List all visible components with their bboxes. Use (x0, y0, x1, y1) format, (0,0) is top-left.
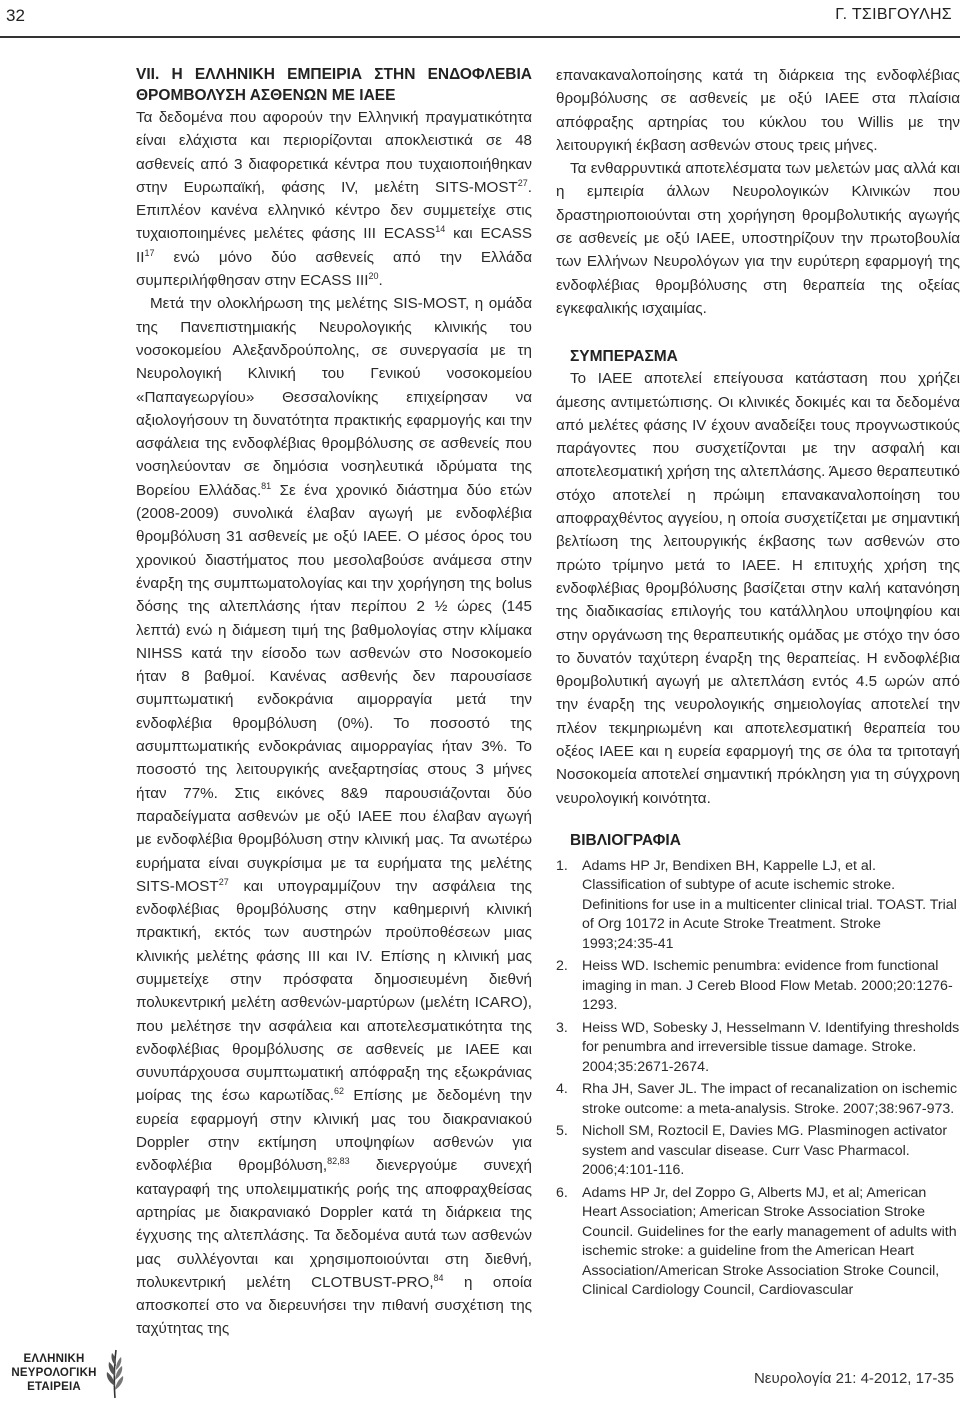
society-logo-text: ΕΛΛΗΝΙΚΗ ΝΕΥΡΟΛΟΓΙΚΗ ΕΤΑΙΡΕΙΑ (11, 1353, 97, 1393)
section-title: VII. Η ΕΛΛΗΝΙΚΗ ΕΜΠΕΙΡΙΑ ΣΤΗΝ ΕΝΔΟΦΛΕΒΙΑ ΘΡΟΜΒΟΛΥΣΗ ΑΣΘΕΝΩΝ ΜΕ ΙΑΕΕ (136, 66, 532, 104)
reference-item: 3. Heiss WD, Sobesky J, Hesselmann V. Identifying thresholds for penumbra and irreversible tissue damage. Stroke. 2004;35:2671-2674. (556, 1019, 960, 1075)
references-heading: ΒΙΒΛΙΟΓΡΑΦΙΑ (570, 831, 681, 849)
right-column (556, 64, 960, 1304)
laurel-icon (102, 1346, 128, 1400)
paragraph-continuation: επανακαναλοποίησης κατά τη διάρκεια της ενδοφλέβιας θρομβόλυσης σε ασθενείς με οξύ ΙΑΕΕ στα πλαίσια απόφραξης αρτηρίας του κύκλου του Willis με την λειτουργική έκβαση ασθενών στους τρεις μήνες. (556, 67, 960, 154)
paragraph-study-results: Μετά την ολοκλήρωση της μελέτης SIS-MOST, η ομάδα της Πανεπιστημιακής Νευρολογικής κλινικής του νοσοκομείου Αλεξανδρούπολης, σε συνεργασία με τη Νευρολογική Κλινική του Γενικού νοσοκομείου «Παπαγεωργίου» Θεσσαλονίκης επιχείρησαν να αξιολογήσουν τη δυνατότητα πρακτικής εφαρμογής και την ασφάλεια της ενδοφλέβιας θρομβόλυσης σε ασθενείς που νοσηλεύονταν σε δημόσια νοσηλευτικά ιδρύματα της Βορείου Ελλάδας.$^{81}$ Σε ένα χρονικό διάστημα δύο ετών (2008-2009) συνολικά έλαβαν αγωγή με ενδοφλέβια θρομβόλυση 31 ασθενείς με οξύ ΙΑΕΕ. Ο μέσος όρος του χρονικού διαστήματος που μεσολαβούσε ανάμεσα στην έναρξη της συμπτωματολογίας και την χορήγηση της bolus δόσης της αλτεπλάσης ήταν περίπου 2 ½ ώρες (145 λεπτά) ενώ η διάμεση τιμή της βαθμολογίας στην κλίμακα NIHSS κατά την είσοδο των ασθενών στο Νοσοκομείο ήταν 8 βαθμοί. Κανένας ασθενής δεν παρουσίασε συμπτωματική ενδοκράνια αιμορραγία μετά την ενδοφλέβια θρομβόλυση (0%). Το ποσοστό της ασυμπτωματικής ενδοκράνιας αιμορραγίας ήταν 3%. Το ποσοστό της λειτουργικής ανεξαρτησίας στους 3 μήνες ήταν 77%. Στις εικόνες 8&9 παρουσιάζονται δύο παραδείγματα ασθενών με οξύ ΙΑΕΕ που έλαβαν αγωγή με ενδοφλέβια θρομβόλυση στην κλινική μας. Τα ανωτέρω ευρήματα είναι συγκρίσιμα με τα ευρήματα της μελέτης SITS-MOST$^{27}$ και υπογραμμίζουν την ασφάλεια της ενδοφλέβιας θρομβόλυσης στην καθημερινή κλινική πρακτική, εκτός των αυστηρών προϋποθέσεων μιας κλινικής μελέτης φάσης III και IV. Επίσης η κλινική μας συμμετείχε στην πρόσφατα δημοσιευμένη διεθνή πολυκεντρική μελέτη ασθενών-μαρτύρων (μελέτη ICARO), που μελέτησε την ασφάλεια και αποτελεσματικότητα της ενδοφλέβιας θρομβόλυσης σε ασθενείς με ΙΑΕΕ και συνυπάρχουσα συμπτωματική απόφραξη της εξωκράνιας μοίρας της έσω καρωτίδας.$^{62}$ Επίσης με δεδομένη την ευρεία εφαρμογή στην κλινική μας του διακρανιακού Doppler στην εκτίμηση υποψηφίων ασθενών για ενδοφλέβια θρομβόλυση,$^{82,83}$ διενεργούμε συνεχή καταγραφή της υπολειμματικής ροής της αποφραχθείσας αρτηρίας με διακρανιακό Doppler κατά τη διάρκεια της έγχυσης της αλτεπλάσης. Τα δεδομένα αυτά των ασθενών μας συλλέγονται και χρησιμοποιούνται στη διεθνή, πολυκεντρική μελέτη CLOTBUST-PRO,$^{84}$ η οποία αποσκοπεί στο να διερευνήσει την πιθανή συσχέτιση της ταχύτητας της (136, 295, 533, 1338)
reference-item: 6. Adams HP Jr, del Zoppo G, Alberts MJ, et al; American Heart Association; American Stroke Association Stroke Council. Guidelines for the early management of adults with ischemic stroke: a guideline from the American Heart Association/American Stroke Association Stroke Council, Clinical Cardiology Council, Cardiovascular (556, 1184, 957, 1299)
conclusion-heading: ΣΥΜΠΕΡΑΣΜΑ (570, 348, 678, 366)
paragraph-greek-data: Τα δεδομένα που αφορούν την Ελληνική πραγματικότητα είναι ελάχιστα και περιορίζονται αποκλειστικά σε 48 ασθενείς από 3 διαφορετικά κέντρα που τυχαιοποιήθηκαν στην Ευρωπαϊκή, φάσης IV, μελέτη SITS-MOST$^{27}$. Επιπλέον κανένα ελληνικό κέντρο δεν συμμετείχε στις τυχαιοποιημένες μελέτες φάσης III ECASS$^{14}$ και ECASS II$^{17}$ ενώ μόνο δύο ασθενείς από την Ελλάδα συμπεριλήφθησαν στην ECASS III$^{20}$. (136, 109, 532, 290)
reference-item: 1. Adams HP Jr, Bendixen BH, Kappelle LJ, et al. Classification of subtype of acute ischemic stroke. Definitions for use in a multicenter clinical trial. TOAST. Trial of Org 10172 in Acute Stroke Treatment. Stroke 1993;24:35-41 (556, 857, 957, 952)
paragraph-encouraging-results: Τα ενθαρρυντικά αποτελέσματα των μελετών μας αλλά και η εμπειρία άλλων Νευρολογικών Κλινικών που δραστηριοποιούνται στη χορήγηση θρομβολυτικής αγωγής σε ασθενείς με οξύ ΙΑΕΕ, υποστηρίζουν την πρωτοβουλία των Ελλήνων Νευρολόγων για την ευρύτερη εφαρμογή της ενδοφλέβιας θρομβόλυσης στη θεραπεία της οξείας εγκεφαλικής ισχαιμίας. (556, 160, 960, 317)
reference-item: 4. Rha JH, Saver JL. The impact of recanalization on ischemic stroke outcome: a meta-analysis. Stroke. 2007;38:967-973. (556, 1081, 958, 1117)
reference-item: 2. Heiss WD. Ischemic penumbra: evidence from functional imaging in man. J Cereb Blood Flow Metab. 2000;20:1276-1293. (556, 958, 953, 1014)
reference-list (556, 857, 960, 1301)
journal-citation: Νευρολογία 21: 4-2012, 17-35 (753, 1370, 954, 1387)
paragraph-conclusion: Το ΙΑΕΕ αποτελεί επείγουσα κατάσταση που χρήζει άμεσης αντιμετώπισης. Οι κλινικές δοκιμές και τα δεδομένα από μελέτες φάσης IV έχουν αναδείξει τους προγνωστικούς παράγοντες που συσχετίζονται με την ασφαλή και αποτελεσματική χρήση της αλτεπλάσης. Άμεσο θεραπευτικό στόχο αποτελεί η πρώιμη επανακαναλοποίηση του αποφραχθέντος αγγείου, η οποία συσχετίζεται με σημαντική βελτίωση της λειτουργικής έκβασης των ασθενών στο πρώτο τρίμηνο μετά το ΙΑΕΕ. Η επιτυχής χρήση της ενδοφλέβιας θρομβόλυσης βασίζεται στην καλή κατανόηση της διαδικασίας επιλογής του κατάλληλου υποψηφίου και στην οργάνωση της θεραπευτικής ομάδας με στόχο την όσο το δυνατόν ταχύτερη έναρξη της θεραπείας. Η ενδοφλέβια θρομβολυτική αγωγή με αλτεπλάση εντός 4.5 ωρών από την έναρξη της νευρολογικής σημειολογίας αποτελεί την πλέον τεκμηριωμένη και αποτελεσματική θεραπεία του οξέος ΙΑΕΕ και η ευρεία εφαρμογή της σε όλα τα τριτοταγή Νοσοκομεία αποτελεί σημαντική πρόκληση για τη σύγχρονη νευρολογική κοινότητα. (556, 370, 960, 807)
left-column (136, 64, 532, 1341)
running-author: Γ. ΤΣΙΒΓΟΥΛΗΣ (835, 6, 952, 23)
reference-item: 5. Nicholl SM, Roztocil E, Davies MG. Plasminogen activator system and vascular disease. Curr Vasc Pharmacol. 2006;4:101-116. (556, 1123, 948, 1179)
header-rule (0, 36, 960, 38)
page-number: 32 (6, 6, 25, 25)
